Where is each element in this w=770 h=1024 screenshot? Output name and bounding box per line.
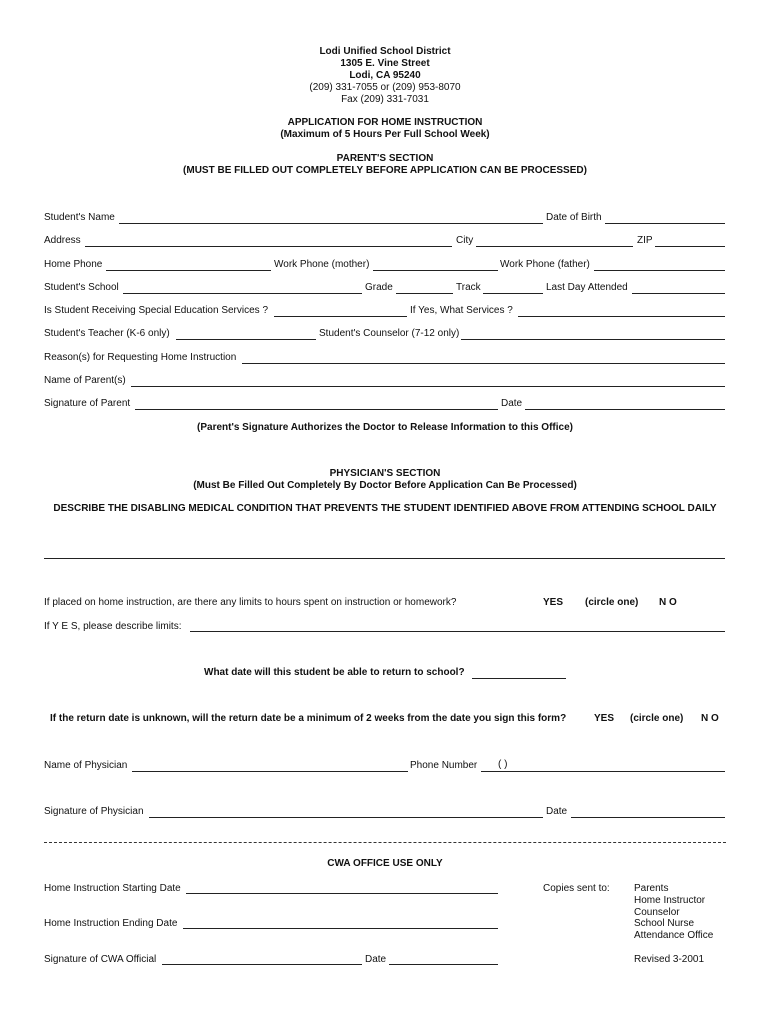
unknown-circle-one: (circle one) [630,713,684,724]
parents-name-field[interactable] [131,386,725,387]
physician-date-field[interactable] [571,817,725,818]
section-divider [44,842,726,843]
start-date-field[interactable] [186,893,498,894]
last-day-field[interactable] [632,293,725,294]
address-field[interactable] [85,246,452,247]
copies-sent-label: Copies sent to: [543,883,610,894]
grade-field[interactable] [396,293,453,294]
physician-phone-field[interactable] [481,771,725,772]
counselor-label: Student's Counselor (7-12 only) [319,328,460,339]
return-date-question: What date will this student be able to return to school? [204,667,465,678]
home-phone-label: Home Phone [44,259,103,270]
cwa-date-field[interactable] [389,964,498,965]
physician-signature-label: Signature of Physician [44,806,144,817]
grade-label: Grade [365,282,393,293]
limits-question: If placed on home instruction, are there any limits to hours spent on instruction or homework? [44,597,457,608]
parent-signature-label: Signature of Parent [44,398,131,409]
parents-name-label: Name of Parent(s) [44,375,126,386]
student-name-field[interactable] [119,223,543,224]
physician-section-heading: PHYSICIAN'S SECTION [329,468,441,479]
track-label: Track [456,282,481,293]
phone-area-code: ( ) [498,759,508,770]
teacher-label: Student's Teacher (K-6 only) [44,328,170,339]
phone-number-label: Phone Number [410,760,478,771]
what-services-label: If Yes, What Services ? [410,305,513,316]
physician-name-label: Name of Physician [44,760,128,771]
student-name-label: Student's Name [44,212,115,223]
city-field[interactable] [476,246,633,247]
condition-field[interactable] [44,558,725,559]
limits-circle-one: (circle one) [585,597,639,608]
counselor-field[interactable] [461,339,725,340]
physician-signature-field[interactable] [149,817,543,818]
work-phone-mother-field[interactable] [373,270,498,271]
start-date-label: Home Instruction Starting Date [44,883,181,894]
describe-condition-label: DESCRIBE THE DISABLING MEDICAL CONDITION THAT PREVENTS THE STUDENT IDENTIFIED ABOVE FROM ATTENDING SCHOOL DAILY [53,503,717,514]
school-field[interactable] [123,293,362,294]
zip-field[interactable] [655,246,725,247]
what-services-field[interactable] [518,316,725,317]
unknown-yes[interactable]: YES [594,713,615,724]
physician-date-label: Date [546,806,568,817]
address-label: Address [44,235,81,246]
dob-field[interactable] [605,223,725,224]
work-phone-father-label: Work Phone (father) [500,259,590,270]
district-city: Lodi, CA 95240 [349,70,421,81]
end-date-label: Home Instruction Ending Date [44,918,178,929]
reasons-label: Reason(s) for Requesting Home Instruction [44,352,237,363]
home-phone-field[interactable] [106,270,271,271]
copy-recipient: Attendance Office [634,930,714,941]
copy-recipient: Parents [634,883,669,894]
reasons-field[interactable] [242,363,725,364]
parent-signature-field[interactable] [135,409,498,410]
parent-date-label: Date [501,398,523,409]
district-fax: Fax (209) 331-7031 [341,94,429,105]
copy-recipient: Home Instructor [634,895,706,906]
form-title: APPLICATION FOR HOME INSTRUCTION [287,117,483,128]
teacher-field[interactable] [176,339,316,340]
district-street: 1305 E. Vine Street [340,58,430,69]
special-ed-label: Is Student Receiving Special Education Services ? [44,305,269,316]
form-subtitle: (Maximum of 5 Hours Per Full School Week) [280,129,490,140]
parent-note: (Parent's Signature Authorizes the Doctor to Release Information to this Office) [197,422,573,433]
work-phone-father-field[interactable] [594,270,725,271]
physician-section-subheading: (Must Be Filled Out Completely By Doctor Before Application Can Be Processed) [193,480,577,491]
parent-section-subheading: (MUST BE FILLED OUT COMPLETELY BEFORE APPLICATION CAN BE PROCESSED) [183,165,587,176]
physician-name-field[interactable] [132,771,408,772]
cwa-date-label: Date [365,954,387,965]
dob-label: Date of Birth [546,212,602,223]
limits-describe-label: If Y E S, please describe limits: [44,621,182,632]
parent-date-field[interactable] [525,409,725,410]
cwa-signature-field[interactable] [162,964,362,965]
end-date-field[interactable] [183,928,498,929]
city-label: City [456,235,474,246]
work-phone-mother-label: Work Phone (mother) [274,259,370,270]
district-name: Lodi Unified School District [319,46,451,57]
limits-no[interactable]: N O [659,597,677,608]
zip-label: ZIP [637,235,653,246]
district-phone: (209) 331-7055 or (209) 953-8070 [309,82,461,93]
track-field[interactable] [483,293,543,294]
limits-yes[interactable]: YES [543,597,564,608]
copy-recipient: School Nurse [634,918,695,929]
office-heading: CWA OFFICE USE ONLY [327,858,443,869]
unknown-no[interactable]: N O [701,713,719,724]
special-ed-field[interactable] [274,316,407,317]
cwa-signature-label: Signature of CWA Official [44,954,157,965]
school-label: Student's School [44,282,119,293]
revision-note: Revised 3-2001 [634,954,705,965]
unknown-return-question: If the return date is unknown, will the return date be a minimum of 2 weeks from the date you sign this form? [50,713,567,724]
last-day-label: Last Day Attended [546,282,628,293]
limits-describe-field[interactable] [190,631,725,632]
copy-recipient: Counselor [634,907,680,918]
return-date-field[interactable] [472,678,566,679]
parent-section-heading: PARENT'S SECTION [336,153,434,164]
